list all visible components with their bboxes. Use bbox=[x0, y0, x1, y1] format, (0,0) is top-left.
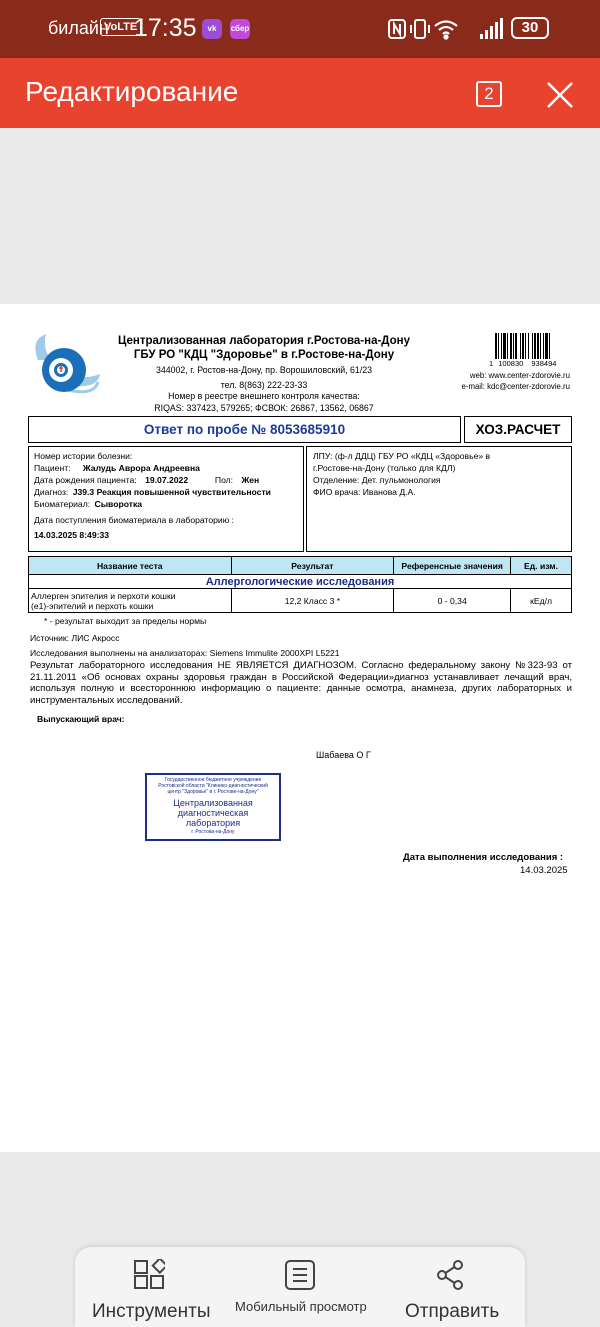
diagnosis-label: Диагноз: bbox=[34, 487, 69, 497]
page-count-button[interactable]: 2 bbox=[476, 81, 502, 107]
analyzers: Исследования выполнены на анализаторах: Siemens Immulite 2000XPI L5221 bbox=[30, 648, 340, 658]
stamp-line-2: Ростовской области "Клинико-диагностический bbox=[158, 783, 268, 789]
lab-name bbox=[104, 334, 424, 362]
barcode-number bbox=[489, 359, 556, 368]
lab-name-line-2: ГБУ РО "КДЦ "Здоровье" в г.Ростове-на-Дону bbox=[133, 349, 395, 361]
barcode-right-digits: 938494 bbox=[531, 359, 557, 368]
website: web: www.center-zdorovie.ru bbox=[469, 371, 570, 380]
send-label: Отправить bbox=[405, 1301, 500, 1322]
tools-button[interactable] bbox=[75, 1247, 225, 1327]
stamp-big-1: Централизованная bbox=[173, 798, 253, 808]
mobile-view-icon bbox=[284, 1259, 316, 1291]
issuing-doctor-label: Выпускающий врач: bbox=[37, 714, 125, 724]
web-info bbox=[430, 371, 570, 392]
header-unit: Ед. изм. bbox=[511, 557, 572, 575]
section-title: Аллергологические исследования bbox=[29, 575, 572, 589]
tools-grid-icon bbox=[133, 1259, 165, 1291]
vibrate-icon bbox=[411, 20, 429, 38]
test-unit: кЕд/л bbox=[511, 589, 572, 613]
stamp-line-3: центр "Здоровье" в г. Ростове-на-Дону" bbox=[167, 789, 259, 795]
status-bar bbox=[0, 0, 600, 58]
diagnosis-row bbox=[34, 486, 298, 498]
bottom-toolbar bbox=[75, 1247, 525, 1327]
mobile-view-button[interactable] bbox=[225, 1247, 375, 1327]
patient-info bbox=[28, 446, 304, 552]
share-icon bbox=[434, 1259, 466, 1291]
stamp-city: г. Ростова-на-Дону bbox=[191, 829, 235, 835]
test-result: 12,2 Класс 3 * bbox=[231, 589, 394, 613]
test-name-line-1: Аллерген эпителия и перхоти кошки bbox=[31, 590, 176, 601]
lab-logo-icon bbox=[28, 330, 102, 400]
tools-label: Инструменты bbox=[92, 1301, 211, 1322]
stamp-big-2: диагностическая bbox=[177, 808, 249, 818]
patient-label: Пациент: bbox=[34, 463, 71, 473]
barcode-left-digit: 1 bbox=[489, 359, 494, 368]
page-title: Редактирование bbox=[25, 76, 239, 107]
header-test-name: Название теста bbox=[29, 557, 232, 575]
answer-title: Ответ по пробе № 8053685910 bbox=[28, 416, 461, 443]
lpu-line-2: г.Ростове-на-Дону (только для КДЛ) bbox=[313, 463, 456, 473]
source: Источник: ЛИС Акросс bbox=[30, 633, 120, 643]
stamp-line-1: Государственное бюджетное учреждение bbox=[164, 777, 262, 783]
signer-name: Шабаева О Г bbox=[316, 750, 371, 760]
table-row bbox=[29, 589, 572, 613]
received-label: Дата поступления биоматериала в лабораторию : bbox=[34, 515, 234, 525]
history-label: Номер истории болезни: bbox=[34, 451, 133, 461]
registry-line-1: Номер в реестре внешнего контроля качества: bbox=[168, 391, 360, 401]
dob-value: 19.07.2022 bbox=[145, 475, 189, 485]
completed-label: Дата выполнения исследования : bbox=[403, 852, 564, 863]
barcode-icon bbox=[495, 333, 567, 359]
registry-line-2: RIQAS: 337423, 579265; ФСВОК: 26867, 13562, 06867 bbox=[154, 402, 374, 413]
department: Отделение: Дет. пульмонология bbox=[313, 475, 441, 485]
lpu-line-1: ЛПУ: (ф-л ДДЦ) ГБУ РО «КДЦ «Здоровье» в bbox=[313, 451, 491, 461]
lpu-info bbox=[306, 446, 572, 552]
lab-name-line-1: Централизованная лаборатория г.Ростова-на-Дону bbox=[117, 335, 411, 347]
barcode-mid-digits: 100830 bbox=[498, 359, 524, 368]
clock: 17:35 bbox=[134, 14, 197, 42]
header-reference: Референсные значения bbox=[394, 557, 511, 575]
completed-date: 14.03.2025 bbox=[520, 865, 568, 876]
stamp-big-3: лаборатория bbox=[185, 818, 241, 828]
mobile-view-label: Мобильный просмотр bbox=[235, 1299, 367, 1314]
disclaimer: Результат лабораторного исследования НЕ ЯВЛЯЕТСЯ ДИАГНОЗОМ. Согласно федеральному закону №323-93 от 21.11.2011 «Об основах охраны здоровья граждан в Российской Федерации»диагноз устанавливает лечащий врач, используя полную и всестороннюю информацию о пациенте: данные осмотра, анамнеза, других лабораторных и инструментальных исследований. bbox=[30, 660, 572, 706]
patient-name: Жалудь Аврора Андреевна bbox=[82, 463, 200, 473]
vk-notification-icon: vk bbox=[202, 19, 222, 39]
signal-icon bbox=[480, 18, 503, 39]
section-row bbox=[29, 575, 572, 589]
volte-icon: VoLTE bbox=[100, 18, 141, 36]
nfc-icon bbox=[389, 20, 405, 38]
biomaterial-row bbox=[34, 498, 298, 510]
lab-stamp bbox=[145, 773, 281, 841]
status-icons bbox=[388, 17, 508, 41]
results-table bbox=[28, 556, 572, 613]
diagnosis-value: J39.3 Реакция повышенной чувствительности bbox=[72, 487, 271, 497]
dob-row bbox=[34, 474, 298, 486]
sber-notification-icon: сбер bbox=[230, 19, 250, 39]
table-header bbox=[29, 557, 572, 575]
lab-phone: тел. 8(863) 222-23-33 bbox=[220, 379, 308, 390]
sex-label: Пол: bbox=[214, 475, 234, 485]
test-name-line-2: (e1)-эпителий и перхоть кошки bbox=[31, 600, 154, 611]
send-button[interactable] bbox=[375, 1247, 525, 1327]
abnormal-note: * - результат выходит за пределы нормы bbox=[44, 616, 207, 626]
lab-address: 344002, г. Ростов-на-Дону, пр. Ворошиловский, 61/23 bbox=[155, 365, 373, 375]
wifi-icon bbox=[435, 22, 457, 39]
doctor: ФИО врача: Иванова Д.А. bbox=[313, 487, 416, 497]
title-bar bbox=[0, 58, 600, 128]
test-reference: 0 - 0,34 bbox=[394, 589, 511, 613]
received-value: 14.03.2025 8:49:33 bbox=[34, 530, 110, 540]
biomaterial-label: Биоматериал: bbox=[34, 499, 91, 509]
patient-row bbox=[34, 462, 298, 474]
header-result: Результат bbox=[231, 557, 394, 575]
sex-value: Жен bbox=[241, 475, 260, 485]
battery-icon: 30 bbox=[511, 17, 549, 39]
carrier-name: билайн bbox=[48, 18, 109, 38]
test-name bbox=[29, 589, 232, 613]
payment-type: ХОЗ.РАСЧЕТ bbox=[464, 416, 572, 443]
email: e-mail: kdc@center-zdorovie.ru bbox=[461, 381, 570, 391]
close-icon[interactable] bbox=[545, 80, 575, 110]
biomaterial-value: Сыворотка bbox=[94, 499, 143, 509]
dob-label: Дата рождения пациента: bbox=[34, 475, 137, 485]
lab-contacts bbox=[104, 365, 424, 414]
